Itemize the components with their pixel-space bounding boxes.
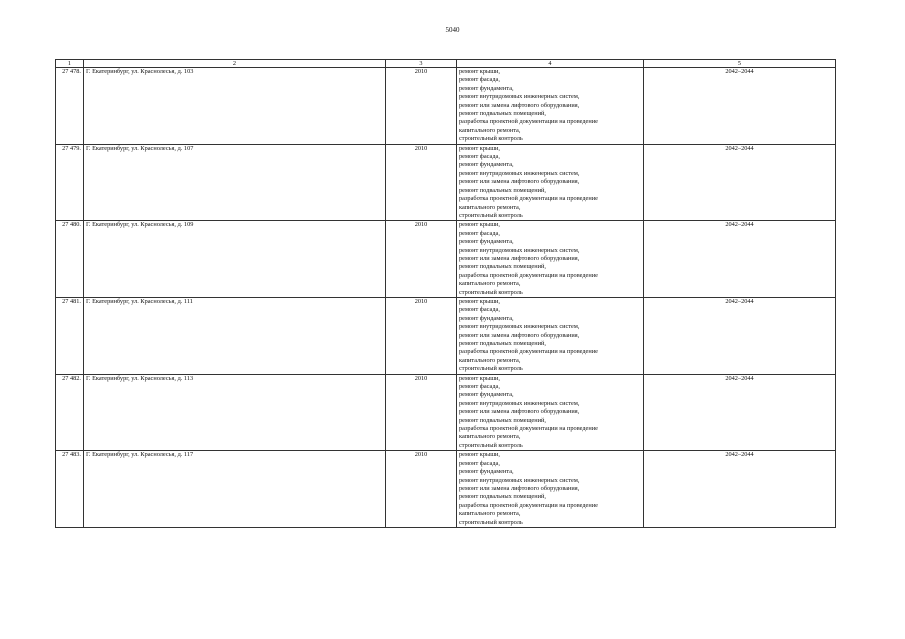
table-row: [56, 297, 836, 374]
row-year: 2010: [386, 144, 457, 221]
work-item: капитального ремонта,: [459, 280, 521, 288]
work-item: капитального ремонта,: [459, 126, 521, 134]
work-item: ремонт подвальных помещений,: [459, 186, 546, 194]
work-item: строительный контроль: [459, 441, 523, 449]
row-number: 27 479.: [56, 144, 84, 221]
work-item: ремонт крыши,: [459, 144, 501, 152]
table-header: [56, 60, 836, 68]
work-item: разработка проектной документации на проведение: [459, 425, 598, 433]
work-item: ремонт подвальных помещений,: [459, 493, 546, 501]
repair-schedule-table: [55, 59, 836, 528]
work-item: ремонт фундамента,: [459, 468, 514, 476]
row-period: 2042–2044: [644, 374, 836, 451]
work-item: разработка проектной документации на проведение: [459, 195, 598, 203]
row-works: [457, 297, 644, 374]
row-address: Г. Екатеринбург, ул. Краснолесья, д. 107: [84, 144, 386, 221]
header-col-2: 2: [84, 60, 386, 68]
work-item: ремонт фасада,: [459, 229, 500, 237]
work-item: ремонт или замена лифтового оборудования,: [459, 254, 580, 262]
work-item: ремонт внутридомовых инженерных систем,: [459, 399, 580, 407]
work-item: строительный контроль: [459, 365, 523, 373]
header-row: [56, 60, 836, 68]
work-item: ремонт внутридомовых инженерных систем,: [459, 169, 580, 177]
table-row: [56, 221, 836, 298]
work-item: ремонт фасада,: [459, 459, 500, 467]
row-year: 2010: [386, 68, 457, 145]
row-period: 2042–2044: [644, 451, 836, 528]
work-item: ремонт внутридомовых инженерных систем,: [459, 323, 580, 331]
work-item: капитального ремонта,: [459, 510, 521, 518]
work-item: ремонт подвальных помещений,: [459, 340, 546, 347]
header-col-3: 3: [386, 60, 457, 68]
row-works: [457, 451, 644, 528]
work-item: ремонт или замена лифтового оборудования,: [459, 484, 580, 492]
work-item: разработка проектной документации на проведение: [459, 348, 598, 356]
row-works: [457, 374, 644, 451]
row-year: 2010: [386, 221, 457, 298]
work-item: разработка проектной документации на проведение: [459, 501, 598, 509]
row-address: Г. Екатеринбург, ул. Краснолесья, д. 117: [84, 451, 386, 528]
work-item: строительный контроль: [459, 135, 523, 143]
work-item: ремонт фасада,: [459, 306, 500, 314]
work-item: ремонт подвальных помещений,: [459, 263, 546, 271]
row-works: [457, 144, 644, 221]
work-item: ремонт фундамента,: [459, 314, 514, 322]
work-item: ремонт крыши,: [459, 297, 501, 305]
row-address: Г. Екатеринбург, ул. Краснолесья, д. 113: [84, 374, 386, 451]
work-item: строительный контроль: [459, 518, 523, 526]
header-col-4: 4: [457, 60, 644, 68]
row-number: 27 478.: [56, 68, 84, 145]
row-number: 27 483.: [56, 451, 84, 528]
work-item: ремонт или замена лифтового оборудования,: [459, 408, 580, 416]
work-item: капитального ремонта,: [459, 356, 521, 364]
row-year: 2010: [386, 374, 457, 451]
row-works: [457, 221, 644, 298]
work-item: строительный контроль: [459, 211, 523, 219]
table-row: [56, 68, 836, 145]
work-item: ремонт фундамента,: [459, 391, 514, 399]
work-item: ремонт внутридомовых инженерных систем,: [459, 476, 580, 484]
work-item: ремонт внутридомовых инженерных систем,: [459, 246, 580, 254]
work-item: ремонт фасада,: [459, 383, 500, 391]
work-item: ремонт фундамента,: [459, 84, 514, 92]
work-item: ремонт фасада,: [459, 153, 500, 161]
work-item: ремонт или замена лифтового оборудования,: [459, 331, 580, 339]
work-item: ремонт фасада,: [459, 76, 500, 84]
table-row: [56, 144, 836, 221]
row-number: 27 482.: [56, 374, 84, 451]
row-period: 2042–2044: [644, 144, 836, 221]
row-period: 2042–2044: [644, 221, 836, 298]
work-item: разработка проектной документации на проведение: [459, 271, 598, 279]
page-number: 5040: [445, 26, 460, 34]
work-item: ремонт фундамента,: [459, 161, 514, 169]
work-item: ремонт или замена лифтового оборудования,: [459, 101, 580, 109]
work-item: ремонт внутридомовых инженерных систем,: [459, 93, 580, 101]
work-item: разработка проектной документации на проведение: [459, 118, 598, 126]
row-address: Г. Екатеринбург, ул. Краснолесья, д. 111: [84, 297, 386, 374]
row-period: 2042–2044: [644, 68, 836, 145]
work-item: капитального ремонта,: [459, 203, 521, 211]
header-col-1: 1: [56, 60, 84, 68]
work-item: ремонт крыши,: [459, 221, 501, 229]
work-item: ремонт подвальных помещений,: [459, 110, 546, 118]
work-item: ремонт или замена лифтового оборудования,: [459, 178, 580, 186]
row-works: [457, 68, 644, 145]
table-body: [56, 68, 836, 528]
work-item: ремонт фундамента,: [459, 238, 514, 246]
row-period: 2042–2044: [644, 297, 836, 374]
work-item: строительный контроль: [459, 288, 523, 296]
table-row: [56, 374, 836, 451]
work-item: ремонт крыши,: [459, 68, 501, 75]
row-number: 27 481.: [56, 297, 84, 374]
work-item: капитального ремонта,: [459, 433, 521, 441]
work-item: ремонт крыши,: [459, 374, 501, 382]
row-address: Г. Екатеринбург, ул. Краснолесья, д. 103: [84, 68, 386, 145]
work-item: ремонт крыши,: [459, 451, 501, 459]
row-year: 2010: [386, 297, 457, 374]
row-year: 2010: [386, 451, 457, 528]
table-row: [56, 451, 836, 528]
header-col-5: 5: [644, 60, 836, 68]
row-number: 27 480.: [56, 221, 84, 298]
row-address: Г. Екатеринбург, ул. Краснолесья, д. 109: [84, 221, 386, 298]
work-item: ремонт подвальных помещений,: [459, 416, 546, 424]
